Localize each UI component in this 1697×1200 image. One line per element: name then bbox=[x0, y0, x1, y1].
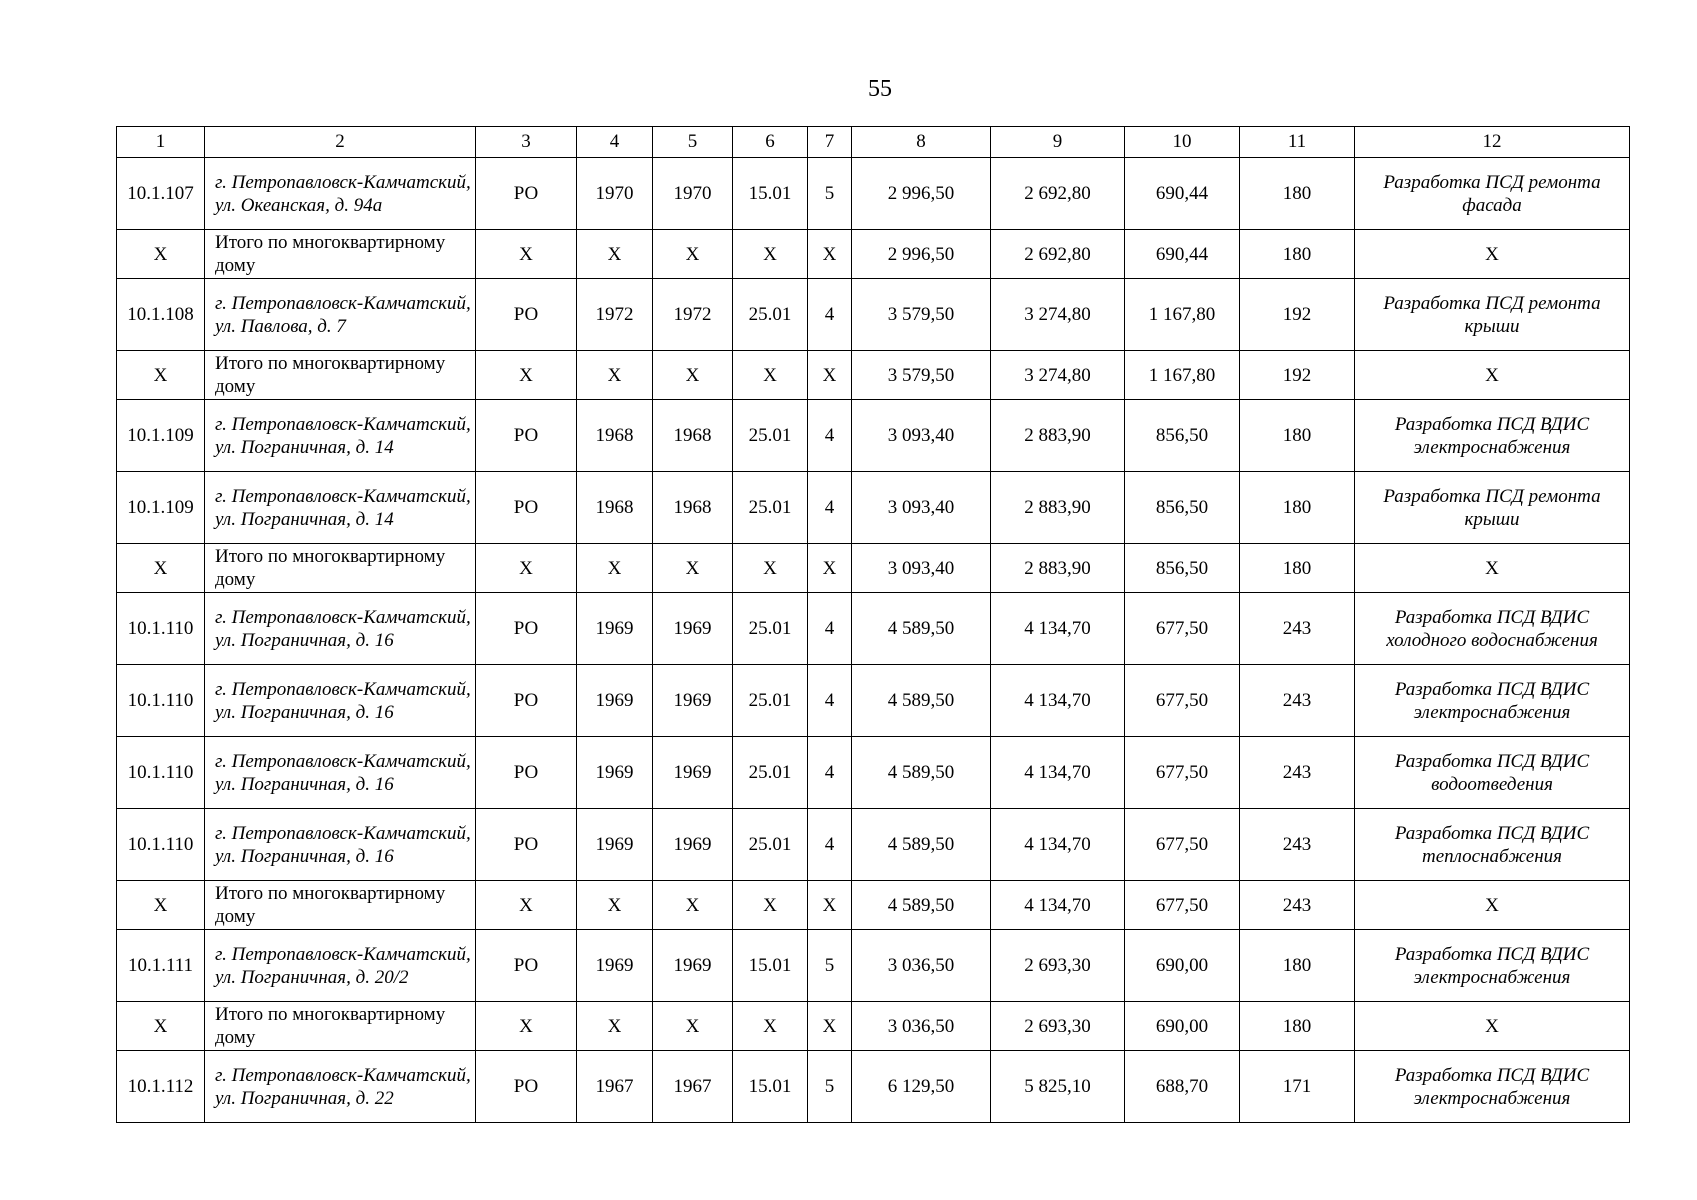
item-number-cell: 10.1.110 bbox=[117, 593, 205, 665]
column-header: 3 bbox=[476, 127, 577, 158]
year-commissioned-cell: 1969 bbox=[653, 665, 733, 737]
year-commissioned-cell: Х bbox=[653, 351, 733, 400]
item-number-cell: 10.1.107 bbox=[117, 158, 205, 230]
owner-type-cell: Х bbox=[476, 1002, 577, 1051]
table-body bbox=[117, 127, 1630, 1123]
table-row bbox=[117, 593, 1630, 665]
owner-type-cell: РО bbox=[476, 472, 577, 544]
living-area-cell: 2 692,80 bbox=[991, 158, 1125, 230]
work-type-cell: Разработка ПСД ВДИС электроснабжения bbox=[1355, 665, 1630, 737]
non-living-area-cell: 1 167,80 bbox=[1125, 279, 1240, 351]
total-area-cell: 3 093,40 bbox=[852, 544, 991, 593]
total-area-cell: 3 579,50 bbox=[852, 351, 991, 400]
residents-cell: 192 bbox=[1240, 351, 1355, 400]
residents-cell: 180 bbox=[1240, 230, 1355, 279]
total-area-cell: 4 589,50 bbox=[852, 737, 991, 809]
total-area-cell: 6 129,50 bbox=[852, 1051, 991, 1123]
floors-cell: 5 bbox=[808, 158, 852, 230]
living-area-cell: 2 883,90 bbox=[991, 472, 1125, 544]
item-number-cell: 10.1.110 bbox=[117, 665, 205, 737]
non-living-area-cell: 690,00 bbox=[1125, 930, 1240, 1002]
wall-material-cell: Х bbox=[733, 1002, 808, 1051]
wall-material-cell: 15.01 bbox=[733, 158, 808, 230]
year-commissioned-cell: 1967 bbox=[653, 1051, 733, 1123]
item-number-cell: Х bbox=[117, 881, 205, 930]
item-number-cell: Х bbox=[117, 351, 205, 400]
owner-type-cell: Х bbox=[476, 351, 577, 400]
non-living-area-cell: 677,50 bbox=[1125, 881, 1240, 930]
address-cell: г. Петропавловск-Камчатский, ул. Пограничная, д. 22 bbox=[205, 1051, 476, 1123]
non-living-area-cell: 856,50 bbox=[1125, 472, 1240, 544]
owner-type-cell: Х bbox=[476, 544, 577, 593]
work-type-cell: Х bbox=[1355, 544, 1630, 593]
total-row bbox=[117, 1002, 1630, 1051]
year-commissioned-cell: Х bbox=[653, 230, 733, 279]
work-type-cell: Разработка ПСД ВДИС электроснабжения bbox=[1355, 1051, 1630, 1123]
year-built-cell: Х bbox=[577, 1002, 653, 1051]
item-number-cell: 10.1.110 bbox=[117, 809, 205, 881]
table-row bbox=[117, 930, 1630, 1002]
table-row bbox=[117, 279, 1630, 351]
owner-type-cell: РО bbox=[476, 809, 577, 881]
residents-cell: 171 bbox=[1240, 1051, 1355, 1123]
column-number-row bbox=[117, 127, 1630, 158]
table-row bbox=[117, 737, 1630, 809]
wall-material-cell: 25.01 bbox=[733, 593, 808, 665]
year-built-cell: Х bbox=[577, 351, 653, 400]
non-living-area-cell: 856,50 bbox=[1125, 544, 1240, 593]
wall-material-cell: Х bbox=[733, 544, 808, 593]
wall-material-cell: 25.01 bbox=[733, 665, 808, 737]
floors-cell: Х bbox=[808, 351, 852, 400]
address-cell: г. Петропавловск-Камчатский, ул. Пограничная, д. 16 bbox=[205, 665, 476, 737]
year-commissioned-cell: 1969 bbox=[653, 930, 733, 1002]
work-type-cell: Х bbox=[1355, 351, 1630, 400]
total-area-cell: 2 996,50 bbox=[852, 158, 991, 230]
living-area-cell: 2 883,90 bbox=[991, 544, 1125, 593]
residents-cell: 180 bbox=[1240, 1002, 1355, 1051]
address-cell: г. Петропавловск-Камчатский, ул. Пограничная, д. 14 bbox=[205, 472, 476, 544]
total-row bbox=[117, 881, 1630, 930]
year-built-cell: 1969 bbox=[577, 593, 653, 665]
total-row bbox=[117, 351, 1630, 400]
wall-material-cell: 15.01 bbox=[733, 1051, 808, 1123]
page-number: 55 bbox=[868, 76, 892, 102]
item-number-cell: 10.1.110 bbox=[117, 737, 205, 809]
year-commissioned-cell: 1969 bbox=[653, 593, 733, 665]
living-area-cell: 2 883,90 bbox=[991, 400, 1125, 472]
wall-material-cell: 25.01 bbox=[733, 400, 808, 472]
total-area-cell: 4 589,50 bbox=[852, 665, 991, 737]
item-number-cell: 10.1.109 bbox=[117, 400, 205, 472]
column-header: 2 bbox=[205, 127, 476, 158]
owner-type-cell: РО bbox=[476, 737, 577, 809]
wall-material-cell: 25.01 bbox=[733, 809, 808, 881]
item-number-cell: Х bbox=[117, 1002, 205, 1051]
work-type-cell: Х bbox=[1355, 230, 1630, 279]
living-area-cell: 3 274,80 bbox=[991, 351, 1125, 400]
item-number-cell: 10.1.109 bbox=[117, 472, 205, 544]
non-living-area-cell: 688,70 bbox=[1125, 1051, 1240, 1123]
year-built-cell: Х bbox=[577, 544, 653, 593]
floors-cell: Х bbox=[808, 230, 852, 279]
table-row bbox=[117, 472, 1630, 544]
year-commissioned-cell: Х bbox=[653, 544, 733, 593]
owner-type-cell: РО bbox=[476, 279, 577, 351]
wall-material-cell: Х bbox=[733, 351, 808, 400]
year-built-cell: 1970 bbox=[577, 158, 653, 230]
address-cell: г. Петропавловск-Камчатский, ул. Океанская, д. 94а bbox=[205, 158, 476, 230]
residents-cell: 243 bbox=[1240, 809, 1355, 881]
work-type-cell: Х bbox=[1355, 881, 1630, 930]
total-area-cell: 3 579,50 bbox=[852, 279, 991, 351]
residents-cell: 243 bbox=[1240, 737, 1355, 809]
owner-type-cell: РО bbox=[476, 400, 577, 472]
work-type-cell: Разработка ПСД ВДИС холодного водоснабжения bbox=[1355, 593, 1630, 665]
year-built-cell: 1968 bbox=[577, 472, 653, 544]
year-built-cell: 1969 bbox=[577, 930, 653, 1002]
address-cell: г. Петропавловск-Камчатский, ул. Пограничная, д. 14 bbox=[205, 400, 476, 472]
work-type-cell: Разработка ПСД ВДИС теплоснабжения bbox=[1355, 809, 1630, 881]
year-built-cell: Х bbox=[577, 230, 653, 279]
floors-cell: Х bbox=[808, 544, 852, 593]
living-area-cell: 2 693,30 bbox=[991, 1002, 1125, 1051]
non-living-area-cell: 677,50 bbox=[1125, 593, 1240, 665]
column-header: 10 bbox=[1125, 127, 1240, 158]
non-living-area-cell: 1 167,80 bbox=[1125, 351, 1240, 400]
year-commissioned-cell: Х bbox=[653, 881, 733, 930]
residents-cell: 243 bbox=[1240, 881, 1355, 930]
year-commissioned-cell: Х bbox=[653, 1002, 733, 1051]
column-header: 6 bbox=[733, 127, 808, 158]
table-row bbox=[117, 400, 1630, 472]
non-living-area-cell: 690,44 bbox=[1125, 158, 1240, 230]
non-living-area-cell: 856,50 bbox=[1125, 400, 1240, 472]
table-row bbox=[117, 809, 1630, 881]
living-area-cell: 2 693,30 bbox=[991, 930, 1125, 1002]
floors-cell: 4 bbox=[808, 279, 852, 351]
year-built-cell: 1968 bbox=[577, 400, 653, 472]
residents-cell: 180 bbox=[1240, 158, 1355, 230]
wall-material-cell: 25.01 bbox=[733, 472, 808, 544]
year-commissioned-cell: 1972 bbox=[653, 279, 733, 351]
column-header: 8 bbox=[852, 127, 991, 158]
total-row bbox=[117, 544, 1630, 593]
owner-type-cell: Х bbox=[476, 881, 577, 930]
year-commissioned-cell: 1968 bbox=[653, 472, 733, 544]
table-row bbox=[117, 665, 1630, 737]
year-built-cell: 1967 bbox=[577, 1051, 653, 1123]
floors-cell: Х bbox=[808, 881, 852, 930]
address-cell: Итого по многоквартирному дому bbox=[205, 351, 476, 400]
owner-type-cell: РО bbox=[476, 593, 577, 665]
total-area-cell: 4 589,50 bbox=[852, 881, 991, 930]
work-type-cell: Разработка ПСД ВДИС электроснабжения bbox=[1355, 930, 1630, 1002]
address-cell: Итого по многоквартирному дому bbox=[205, 230, 476, 279]
address-cell: г. Петропавловск-Камчатский, ул. Пограничная, д. 16 bbox=[205, 809, 476, 881]
column-header: 5 bbox=[653, 127, 733, 158]
non-living-area-cell: 677,50 bbox=[1125, 809, 1240, 881]
non-living-area-cell: 677,50 bbox=[1125, 665, 1240, 737]
floors-cell: 5 bbox=[808, 1051, 852, 1123]
table-row bbox=[117, 1051, 1630, 1123]
floors-cell: 5 bbox=[808, 930, 852, 1002]
living-area-cell: 4 134,70 bbox=[991, 737, 1125, 809]
wall-material-cell: 25.01 bbox=[733, 279, 808, 351]
address-cell: г. Петропавловск-Камчатский, ул. Пограничная, д. 16 bbox=[205, 593, 476, 665]
non-living-area-cell: 690,44 bbox=[1125, 230, 1240, 279]
year-built-cell: Х bbox=[577, 881, 653, 930]
address-cell: Итого по многоквартирному дому bbox=[205, 1002, 476, 1051]
work-type-cell: Разработка ПСД ремонта крыши bbox=[1355, 279, 1630, 351]
floors-cell: 4 bbox=[808, 400, 852, 472]
year-built-cell: 1969 bbox=[577, 809, 653, 881]
address-cell: г. Петропавловск-Камчатский, ул. Пограничная, д. 16 bbox=[205, 737, 476, 809]
owner-type-cell: РО bbox=[476, 930, 577, 1002]
total-row bbox=[117, 230, 1630, 279]
year-built-cell: 1969 bbox=[577, 665, 653, 737]
wall-material-cell: Х bbox=[733, 230, 808, 279]
floors-cell: 4 bbox=[808, 472, 852, 544]
column-header: 12 bbox=[1355, 127, 1630, 158]
column-header: 7 bbox=[808, 127, 852, 158]
living-area-cell: 5 825,10 bbox=[991, 1051, 1125, 1123]
work-plan-table bbox=[116, 126, 1630, 1123]
item-number-cell: 10.1.111 bbox=[117, 930, 205, 1002]
work-type-cell: Разработка ПСД ремонта крыши bbox=[1355, 472, 1630, 544]
residents-cell: 180 bbox=[1240, 400, 1355, 472]
wall-material-cell: 25.01 bbox=[733, 737, 808, 809]
floors-cell: 4 bbox=[808, 593, 852, 665]
column-header: 4 bbox=[577, 127, 653, 158]
floors-cell: 4 bbox=[808, 665, 852, 737]
residents-cell: 180 bbox=[1240, 930, 1355, 1002]
year-commissioned-cell: 1969 bbox=[653, 809, 733, 881]
non-living-area-cell: 677,50 bbox=[1125, 737, 1240, 809]
total-area-cell: 3 036,50 bbox=[852, 930, 991, 1002]
item-number-cell: Х bbox=[117, 544, 205, 593]
table-row bbox=[117, 158, 1630, 230]
residents-cell: 243 bbox=[1240, 665, 1355, 737]
year-built-cell: 1972 bbox=[577, 279, 653, 351]
total-area-cell: 3 036,50 bbox=[852, 1002, 991, 1051]
item-number-cell: 10.1.108 bbox=[117, 279, 205, 351]
column-header: 9 bbox=[991, 127, 1125, 158]
floors-cell: 4 bbox=[808, 737, 852, 809]
address-cell: г. Петропавловск-Камчатский, ул. Павлова, д. 7 bbox=[205, 279, 476, 351]
wall-material-cell: 15.01 bbox=[733, 930, 808, 1002]
owner-type-cell: РО bbox=[476, 158, 577, 230]
column-header: 1 bbox=[117, 127, 205, 158]
living-area-cell: 4 134,70 bbox=[991, 665, 1125, 737]
work-type-cell: Разработка ПСД ВДИС водоотведения bbox=[1355, 737, 1630, 809]
address-cell: Итого по многоквартирному дому bbox=[205, 881, 476, 930]
total-area-cell: 3 093,40 bbox=[852, 472, 991, 544]
year-built-cell: 1969 bbox=[577, 737, 653, 809]
living-area-cell: 4 134,70 bbox=[991, 881, 1125, 930]
living-area-cell: 2 692,80 bbox=[991, 230, 1125, 279]
owner-type-cell: РО bbox=[476, 1051, 577, 1123]
total-area-cell: 4 589,50 bbox=[852, 809, 991, 881]
living-area-cell: 4 134,70 bbox=[991, 809, 1125, 881]
total-area-cell: 2 996,50 bbox=[852, 230, 991, 279]
address-cell: г. Петропавловск-Камчатский, ул. Пограничная, д. 20/2 bbox=[205, 930, 476, 1002]
year-commissioned-cell: 1970 bbox=[653, 158, 733, 230]
living-area-cell: 3 274,80 bbox=[991, 279, 1125, 351]
living-area-cell: 4 134,70 bbox=[991, 593, 1125, 665]
work-type-cell: Разработка ПСД ремонта фасада bbox=[1355, 158, 1630, 230]
floors-cell: Х bbox=[808, 1002, 852, 1051]
owner-type-cell: РО bbox=[476, 665, 577, 737]
non-living-area-cell: 690,00 bbox=[1125, 1002, 1240, 1051]
residents-cell: 243 bbox=[1240, 593, 1355, 665]
column-header: 11 bbox=[1240, 127, 1355, 158]
item-number-cell: Х bbox=[117, 230, 205, 279]
floors-cell: 4 bbox=[808, 809, 852, 881]
work-type-cell: Х bbox=[1355, 1002, 1630, 1051]
address-cell: Итого по многоквартирному дому bbox=[205, 544, 476, 593]
wall-material-cell: Х bbox=[733, 881, 808, 930]
work-type-cell: Разработка ПСД ВДИС электроснабжения bbox=[1355, 400, 1630, 472]
total-area-cell: 4 589,50 bbox=[852, 593, 991, 665]
year-commissioned-cell: 1969 bbox=[653, 737, 733, 809]
residents-cell: 180 bbox=[1240, 472, 1355, 544]
owner-type-cell: Х bbox=[476, 230, 577, 279]
residents-cell: 192 bbox=[1240, 279, 1355, 351]
residents-cell: 180 bbox=[1240, 544, 1355, 593]
total-area-cell: 3 093,40 bbox=[852, 400, 991, 472]
item-number-cell: 10.1.112 bbox=[117, 1051, 205, 1123]
year-commissioned-cell: 1968 bbox=[653, 400, 733, 472]
